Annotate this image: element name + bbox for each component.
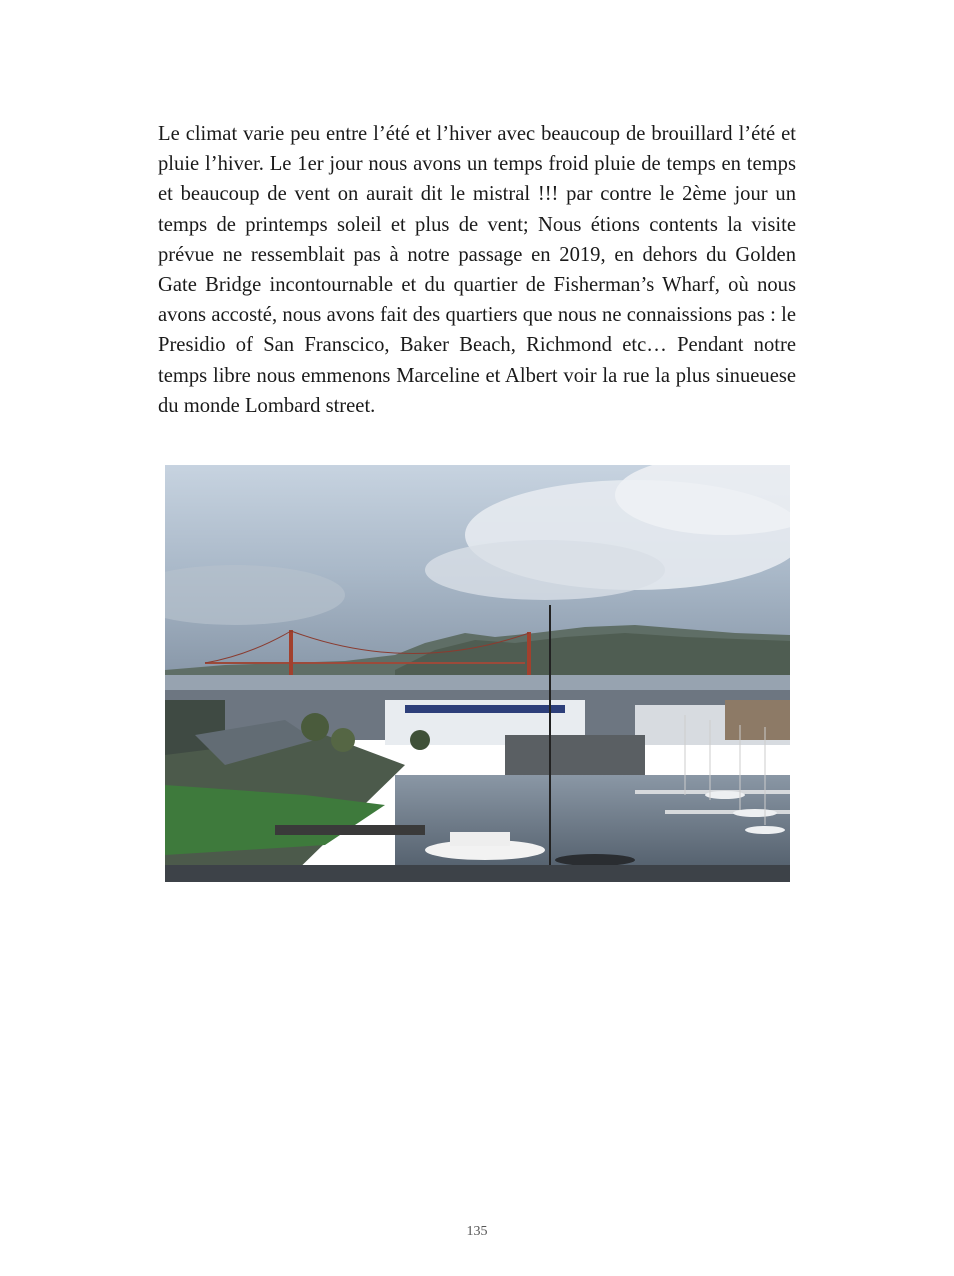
- page-number: 135: [466, 1224, 488, 1239]
- body-paragraph: Le climat varie peu entre l’été et l’hiver avec beaucoup de brouillard l’été et pluie l’hiver. Le 1er jour nous avons un temps froid pluie de temps en temps et beaucoup de vent on aurait dit le mistral !!! par contre le 2ème jour un temps de printemps soleil et plus de vent; Nous étions contents la visite prévue ne ressemblait pas à notre passage en 2019, en dehors du Golden Gate Bridge incontournable et du quartier de Fisherman’s Wharf, où nous avons accosté, nous avons fait des quartiers que nous ne connaissions pas : le Presidio of San Franscico, Baker Beach, Richmond etc… Pendant notre temps libre nous emmenons Marceline et Albert voir la rue la plus sinueuese du monde Lombard street.: [158, 123, 796, 417]
- harbor-photo: [165, 465, 790, 882]
